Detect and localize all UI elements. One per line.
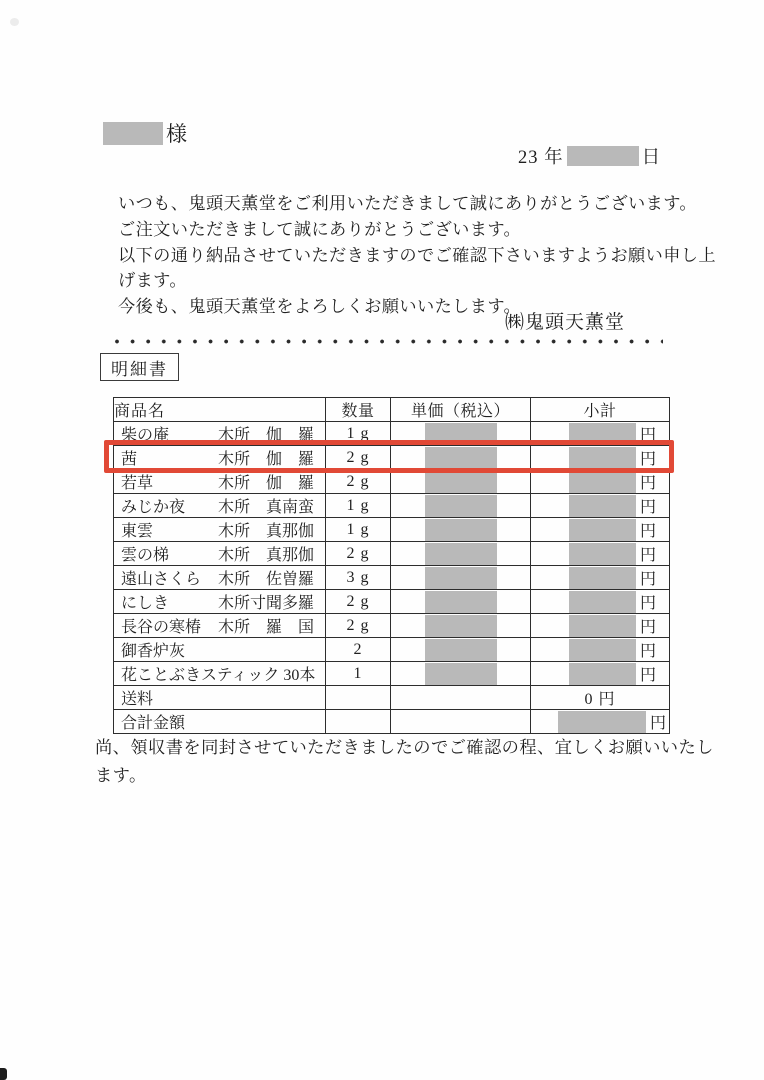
table-row — [114, 662, 670, 686]
table-header-row — [114, 398, 670, 422]
greeting-paragraph — [118, 191, 716, 320]
recipient-honorific: 様 — [166, 122, 187, 146]
redacted-subtotal — [569, 519, 636, 541]
redacted-subtotal — [569, 423, 636, 445]
subtotal-cell — [531, 710, 670, 734]
greeting-line: ご注文いただきまして誠にありがとうございます。 — [118, 219, 522, 239]
wood-type: 木所 伽 羅 — [218, 427, 315, 444]
redacted-subtotal — [569, 591, 636, 613]
product-name-cell — [114, 422, 326, 446]
footer-note — [95, 734, 714, 789]
wood-type: 木所 佐曽羅 — [218, 571, 315, 588]
table-row — [114, 590, 670, 614]
redacted-subtotal — [569, 495, 636, 517]
scan-artifact-mark — [0, 1068, 7, 1080]
product-name-cell — [114, 710, 326, 734]
column-header-quantity: 数量 — [326, 398, 391, 422]
unit-price-cell — [391, 566, 531, 590]
unit-price-cell — [391, 662, 531, 686]
redacted-subtotal — [569, 663, 636, 685]
subtotal-cell — [531, 422, 670, 446]
quantity-cell: 3 g — [326, 566, 391, 590]
redacted-subtotal — [569, 447, 636, 469]
wood-type: 木所 真南蛮 — [218, 499, 315, 516]
unit-price-cell — [391, 590, 531, 614]
redacted-subtotal — [558, 711, 646, 733]
product-name: 東雲 — [121, 523, 154, 540]
redacted-unit-price — [425, 471, 497, 493]
product-name-cell — [114, 686, 326, 710]
unit-price-cell — [391, 494, 531, 518]
currency-yen: 円 — [639, 427, 656, 444]
wood-type: 木所 真那伽 — [218, 547, 315, 564]
product-name: みじか夜 — [121, 499, 186, 516]
product-name-cell — [114, 638, 326, 662]
table-row — [114, 518, 670, 542]
subtotal-value: 0 円 — [531, 686, 670, 710]
unit-price-cell — [391, 518, 531, 542]
date-line — [518, 143, 661, 169]
subtotal-cell — [531, 518, 670, 542]
subtotal-cell — [531, 470, 670, 494]
wood-type: 木所 伽 羅 — [218, 451, 315, 468]
table-row — [114, 614, 670, 638]
redacted-subtotal — [569, 639, 636, 661]
date-day-suffix: 日 — [641, 148, 662, 168]
subtotal-cell — [531, 566, 670, 590]
table-row — [114, 494, 670, 518]
product-name-cell — [114, 590, 326, 614]
greeting-line: 以下の通り納品させていただきますのでご確認下さいますようお願い申し上 — [118, 245, 716, 265]
product-name-cell — [114, 542, 326, 566]
currency-yen: 円 — [639, 547, 656, 564]
table-row — [114, 422, 670, 446]
currency-yen: 円 — [639, 523, 656, 540]
product-name: 送料 — [121, 691, 154, 708]
redacted-unit-price — [425, 495, 497, 517]
subtotal-cell — [531, 446, 670, 470]
date-year-prefix: 23 年 — [518, 148, 564, 168]
redacted-unit-price — [425, 519, 497, 541]
quantity-cell: 1 — [326, 662, 391, 686]
statement-table — [113, 397, 670, 734]
quantity-cell: 1 g — [326, 518, 391, 542]
currency-yen: 円 — [639, 499, 656, 516]
column-header-subtotal: 小計 — [531, 398, 670, 422]
table-row — [114, 446, 670, 470]
wood-type: 木所寸聞多羅 — [218, 595, 315, 612]
quantity-cell: 1 g — [326, 422, 391, 446]
wood-type: 木所 伽 羅 — [218, 475, 315, 492]
redacted-unit-price — [425, 639, 497, 661]
footer-note-line: 尚、領収書を同封させていただきましたのでご確認の程、宜しくお願いいたし — [95, 738, 714, 757]
currency-yen: 円 — [639, 571, 656, 588]
product-name: 若草 — [121, 475, 154, 492]
redacted-unit-price — [425, 615, 497, 637]
unit-price-cell — [391, 542, 531, 566]
product-name: 御香炉灰 — [121, 643, 186, 660]
subtotal-cell — [531, 662, 670, 686]
column-header-unit-price: 単価（税込） — [391, 398, 531, 422]
company-signature: ㈱鬼頭天薫堂 — [505, 312, 626, 333]
unit-price-cell — [391, 446, 531, 470]
dotted-separator — [114, 338, 663, 345]
product-name: 合計金額 — [121, 715, 186, 732]
unit-price-cell — [391, 710, 531, 734]
column-header-product-name: 商品名 — [114, 398, 326, 422]
product-name-cell — [114, 470, 326, 494]
subtotal-cell — [531, 638, 670, 662]
recipient-name-redaction — [103, 122, 163, 145]
product-name-cell — [114, 662, 326, 686]
quantity-cell: 2 g — [326, 542, 391, 566]
quantity-cell: 2 g — [326, 446, 391, 470]
greeting-line: 今後も、鬼頭天薫堂をよろしくお願いいたします。 — [118, 297, 522, 317]
subtotal-cell — [531, 542, 670, 566]
product-name: 花ことぶきスティック 30本 — [121, 667, 316, 684]
currency-yen: 円 — [639, 451, 656, 468]
redacted-subtotal — [569, 543, 636, 565]
product-name: にしき — [121, 595, 170, 612]
redacted-unit-price — [425, 543, 497, 565]
product-name: 雲の梯 — [121, 547, 170, 564]
quantity-cell: 2 — [326, 638, 391, 662]
unit-price-cell — [391, 638, 531, 662]
unit-price-cell — [391, 422, 531, 446]
quantity-cell: 2 g — [326, 470, 391, 494]
scan-artifact-speck — [10, 18, 19, 26]
quantity-cell: 2 g — [326, 590, 391, 614]
currency-yen: 円 — [639, 619, 656, 636]
unit-price-cell — [391, 470, 531, 494]
table-row — [114, 542, 670, 566]
subtotal-cell — [531, 494, 670, 518]
table-row — [114, 470, 670, 494]
table-row — [114, 638, 670, 662]
redacted-subtotal — [569, 471, 636, 493]
product-name-cell — [114, 518, 326, 542]
quantity-cell: 1 g — [326, 494, 391, 518]
product-name-cell — [114, 494, 326, 518]
date-redaction — [567, 146, 639, 166]
currency-yen: 円 — [639, 595, 656, 612]
redacted-unit-price — [425, 423, 497, 445]
quantity-cell — [326, 686, 391, 710]
redacted-unit-price — [425, 591, 497, 613]
currency-yen: 円 — [639, 643, 656, 660]
statement-section-label: 明細書 — [100, 353, 179, 381]
footer-note-line: ます。 — [95, 765, 147, 785]
product-name: 遠山さくら — [121, 571, 202, 588]
unit-price-cell — [391, 614, 531, 638]
redacted-unit-price — [425, 447, 497, 469]
product-name-cell — [114, 446, 326, 470]
subtotal-cell — [531, 590, 670, 614]
quantity-cell — [326, 710, 391, 734]
table-row — [114, 686, 670, 710]
subtotal-cell — [531, 614, 670, 638]
unit-price-cell — [391, 686, 531, 710]
currency-yen: 円 — [639, 475, 656, 492]
currency-yen: 円 — [649, 715, 666, 732]
redacted-unit-price — [425, 663, 497, 685]
product-name: 茜 — [121, 451, 138, 468]
greeting-line: げます。 — [118, 271, 187, 291]
quantity-cell: 2 g — [326, 614, 391, 638]
wood-type: 木所 真那伽 — [218, 523, 315, 540]
product-name: 長谷の寒椿 — [121, 619, 202, 636]
wood-type: 木所 羅 国 — [218, 619, 315, 636]
redacted-unit-price — [425, 567, 497, 589]
greeting-line: いつも、鬼頭天薫堂をご利用いただきまして誠にありがとうございます。 — [118, 194, 698, 213]
table-row — [114, 566, 670, 590]
redacted-subtotal — [569, 567, 636, 589]
table-row — [114, 710, 670, 734]
currency-yen: 円 — [639, 667, 656, 684]
product-name-cell — [114, 614, 326, 638]
redacted-subtotal — [569, 615, 636, 637]
product-name-cell — [114, 566, 326, 590]
product-name: 柴の庵 — [121, 427, 170, 444]
